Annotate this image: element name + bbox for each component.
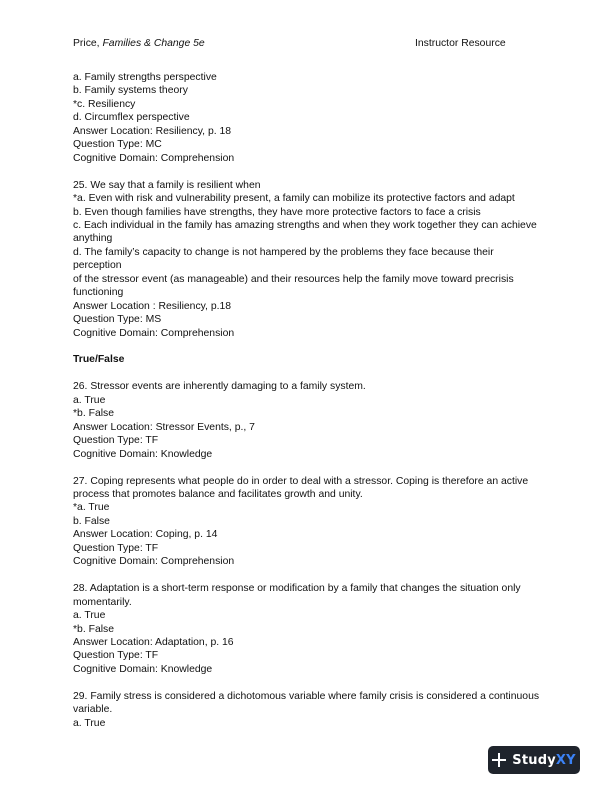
- answer-option: *a. Even with risk and vulnerability present, a family can mobilize its protective factors and adapt: [73, 193, 515, 205]
- question-stem: 27. Coping represents what people do in order to deal with a stressor. Coping is therefore an active: [73, 475, 529, 487]
- answer-option: functioning: [73, 287, 124, 299]
- question-type: Question Type: TF: [73, 650, 159, 662]
- header-book-title: Families & Change 5e: [102, 38, 205, 49]
- question-27: [73, 475, 543, 569]
- header-resource-label: Instructor Resource: [415, 38, 506, 49]
- answer-location: Answer Location: Adaptation, p. 16: [73, 636, 234, 648]
- question-24-continued: [73, 71, 543, 165]
- cognitive-domain: Cognitive Domain: Knowledge: [73, 448, 213, 460]
- header-book-citation: [73, 37, 205, 50]
- question-type: Question Type: TF: [73, 435, 159, 447]
- answer-option: b. Family systems theory: [73, 85, 188, 97]
- cognitive-domain: Cognitive Domain: Comprehension: [73, 327, 235, 339]
- question-stem: 29. Family stress is considered a dichotomous variable where family crisis is considered a continuous: [73, 690, 540, 702]
- answer-option: *a. True: [73, 502, 110, 514]
- answer-option: a. True: [73, 394, 106, 406]
- answer-location: Answer Location : Resiliency, p.18: [73, 300, 232, 312]
- answer-option: *c. Resiliency: [73, 98, 136, 110]
- answer-option: *b. False: [73, 408, 115, 420]
- answer-location: Answer Location: Coping, p. 14: [73, 529, 218, 541]
- question-type: Question Type: MS: [73, 314, 162, 326]
- question-25: [73, 179, 543, 340]
- question-stem: momentarily.: [73, 596, 132, 608]
- section-heading: True/False: [73, 354, 125, 366]
- cognitive-domain: Cognitive Domain: Comprehension: [73, 152, 235, 164]
- answer-option: anything: [73, 233, 113, 245]
- answer-option: of the stressor event (as manageable) and their resources help the family move toward precrisis: [73, 273, 514, 285]
- answer-option: *b. False: [73, 623, 115, 635]
- question-stem: 25. We say that a family is resilient when: [73, 179, 261, 191]
- header-author: Price,: [73, 38, 103, 49]
- question-stem: 28. Adaptation is a short-term response or modification by a family that changes the situation only: [73, 583, 521, 595]
- answer-option: a. True: [73, 610, 106, 622]
- question-type: Question Type: TF: [73, 542, 159, 554]
- answer-option: b. False: [73, 515, 110, 527]
- question-29: [73, 690, 543, 730]
- answer-location: Answer Location: Stressor Events, p., 7: [73, 421, 255, 433]
- question-28: [73, 582, 543, 676]
- answer-option: a. Family strengths perspective: [73, 72, 217, 83]
- answer-option: c. Each individual in the family has amazing strengths and when they work together they can achieve: [73, 219, 537, 231]
- cognitive-domain: Cognitive Domain: Comprehension: [73, 556, 235, 568]
- answer-location: Answer Location: Resiliency, p. 18: [73, 125, 232, 137]
- cognitive-domain: Cognitive Domain: Knowledge: [73, 663, 213, 675]
- answer-option: a. True: [73, 717, 106, 729]
- question-stem: 26. Stressor events are inherently damaging to a family system.: [73, 381, 366, 393]
- answer-option: b. Even though families have strengths, they have more protective factors to face a crisis: [73, 206, 481, 218]
- plus-icon: [492, 753, 506, 767]
- question-26: [73, 380, 543, 461]
- question-type: Question Type: MC: [73, 139, 162, 151]
- question-stem: variable.: [73, 704, 113, 716]
- answer-option: d. The family’s capacity to change is not hampered by the problems they face because their perception: [73, 246, 494, 272]
- studyxy-logo-text: StudyXY: [512, 752, 576, 768]
- studyxy-badge[interactable]: [488, 746, 580, 774]
- question-stem: process that promotes balance and facilitates growth and unity.: [73, 488, 363, 500]
- document-body: [73, 71, 543, 730]
- answer-option: d. Circumflex perspective: [73, 112, 190, 124]
